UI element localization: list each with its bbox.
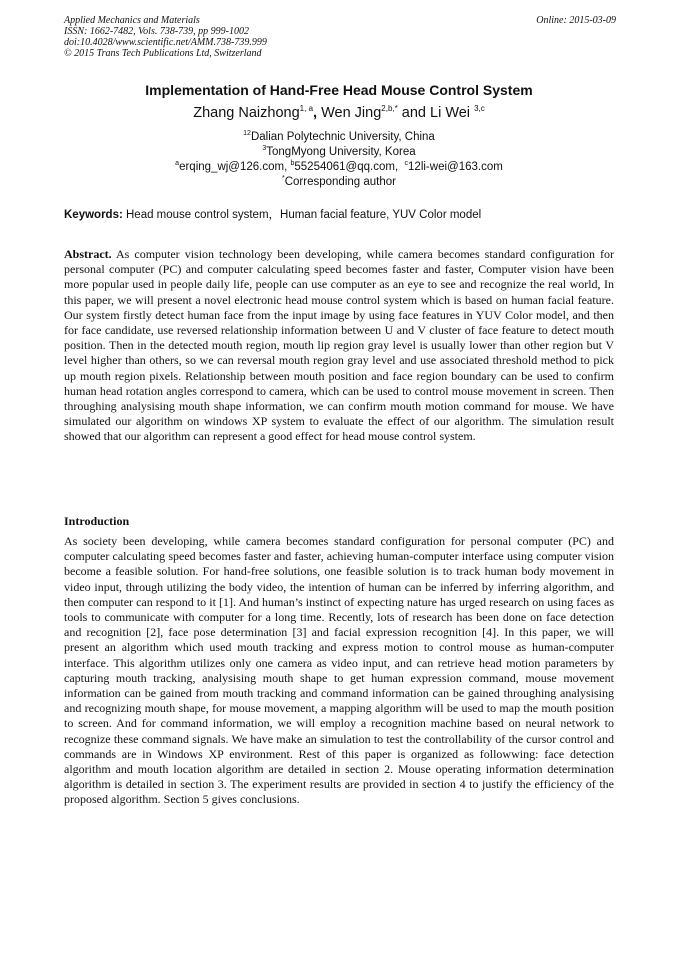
affiliation-text: TongMyong University, Korea [266,146,416,158]
affiliation-1 [64,130,614,145]
journal-issn: ISSN: 1662-7482, Vols. 738-739, pp 999-1002 [64,26,249,37]
journal-header [64,15,464,59]
email-superscript: b [290,160,295,167]
journal-doi[interactable]: doi:10.4028/www.scientific.net/AMM.738-739.999 [64,37,267,48]
author-superscript: 1, a [299,104,314,113]
journal-copyright: © 2015 Trans Tech Publications Ltd, Switzerland [64,48,262,59]
affiliation-superscript: 12 [243,130,251,137]
author-list [64,103,614,123]
email-superscript: a [175,160,180,167]
abstract-label: Abstract. [64,247,112,261]
keywords-line [64,208,614,223]
email-link[interactable]: erqing_wj@126.com, [179,161,288,173]
introduction-text: As society been developing, while camera becomes standard configuration for personal computer (PC) and computer calculating speed becomes faster and faster, achieving human-computer interface using computer vision become a feasible solution. For hand-free solutions, one feasible solution is to track human body movement in video input, through utilizing the body video, the intention of human can be inferred by inferring algorithm, and then computer can respond to it [1]. And human’s instinct of expecting nature has urged research on using faces as tools to communicate with computer for a long time. Recently, lots of research has been done on face detection and recognition [2], face pose determination [3] and facial expression recognition [4]. In this paper, we will present an algorithm which used mouth tracking and express motion to control mouse as human-computer interface. This algorithm utilizes only one camera as video input, and can retrieve head motion parameters by capturing mouth tracking, analysising mouth shape to get human expression command, mouse movement information can be gained from mouth tracking and command information can be gained throughing analysising and recognizing mouth shape, for mouse movement, a mapping algorithm will be used to map the mouth position to screen. And for command information, we will employ a recognition machine based on neural network to recognize these command signals. We have make an simulation to test the controllability of the cursor control and commands are in Windows XP environment. Rest of this paper is organized as followwing: face detection algorithm and mouth location algorithm are detailed in section 2. Mouse operating information determination algorithm is detailed in section 3. The experiment results are provided in section 4 to justify the efficiency of the proposed algorithm. Section 5 gives conclusions. [64,534,614,807]
author-name: Li Wei [430,105,471,121]
keywords-text: Head mouse control system，Human facial feature, YUV Color model [126,209,482,221]
author-separator: , [313,105,318,121]
author-name: Zhang Naizhong [193,105,300,121]
email-link[interactable]: 55254061@qq.com, [294,161,399,173]
corresponding-author-note [64,175,614,190]
online-date: Online: 2015-03-09 [536,15,616,26]
corresponding-text: Corresponding author [284,176,396,188]
email-superscript: c [404,160,409,167]
affiliation-superscript: 3 [262,145,267,152]
keywords-label: Keywords: [64,209,123,221]
affiliation-text: Dalian Polytechnic University, China [250,131,435,143]
email-line [64,160,614,175]
abstract-paragraph [64,247,614,445]
author-name: Wen Jing [321,105,382,121]
paper-title: Implementation of Hand-Free Head Mouse Control System [145,82,533,98]
corresponding-superscript: * [282,175,285,182]
introduction-paragraph [64,534,614,808]
abstract-text: As computer vision technology been developing, while camera becomes standard configuration for personal computer (PC) and computer calculating speed becomes faster and faster, Computer vision have been more popular used in people daily life, people can use computer as an eye to see and recognize the real world, In this paper, we will present a novel electronic head mouse control system which is based on human facial feature. Our system firstly detect human face from the input image by using face features in YUV Color model, and then for face candidate, use reversed relationship information between U and V cluster of face feature to detect mouth position. Then in the detected mouth region, mouth lip region gray level is usually lower than other region but V level higher than others, so we can reversal mouth region gray level and use associated threshold method to pick up mouth region pixels. Relationship between mouth position and face region boundary can be used to confirm human head rotation angles correspond to camera, which can be used to control mouse movement in screen. Then throughing analysising mouth shape information, we can confirm mouth motion command for mouse. We have simulated our algorithm on windows XP system to evaluate the effect of our algorithm. The simulation result showed that our algorithm can represent a good effect for head mouse control system. [64,247,614,444]
author-superscript: 3,c [474,104,485,113]
journal-name: Applied Mechanics and Materials [64,15,200,26]
introduction-heading: Introduction [64,514,130,528]
author-superscript: 2,b,* [381,104,398,113]
affiliation-2 [64,145,614,160]
author-separator: and [401,105,426,121]
email-link[interactable]: 12li-wei@163.com [408,161,503,173]
